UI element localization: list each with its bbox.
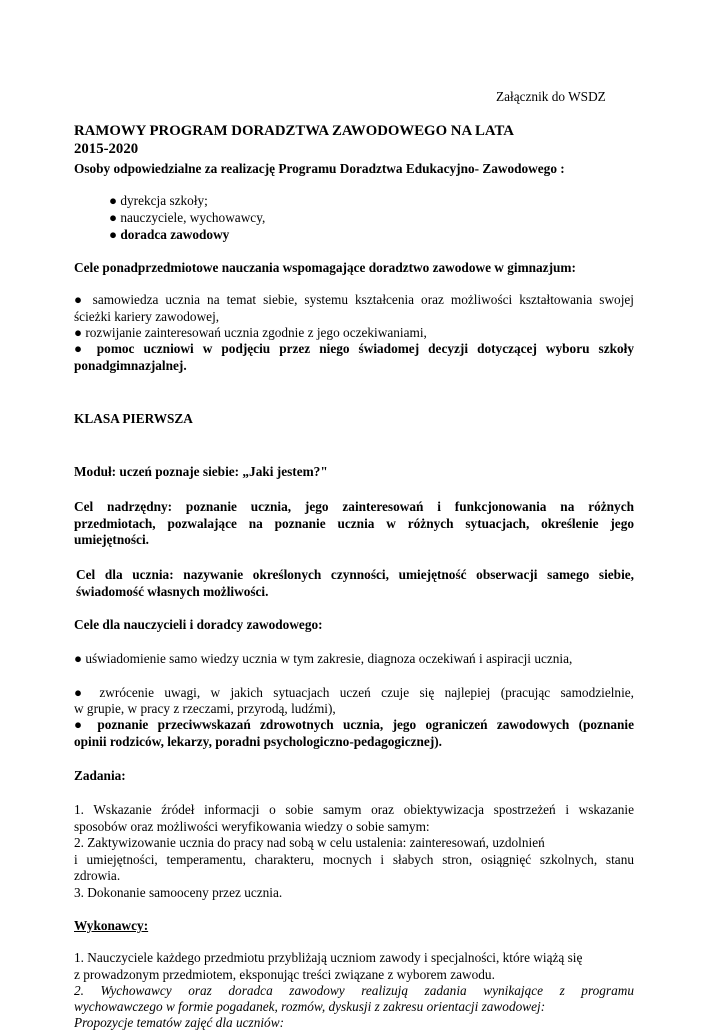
list-item: ● nauczyciele, wychowawcy, [109,210,266,225]
goals-heading: Cele ponadprzedmiotowe nauczania wspomagające doradztwo zawodowe w gimnazjum: [74,260,576,275]
responsible-heading: Osoby odpowiedzialne za realizację Programu Doradztwa Edukacyjno- Zawodowego : [74,161,565,176]
goals-line: ponadgimnazjalnej. [74,358,187,373]
executor-line: 1. Nauczyciele każdego przedmiotu przybliżają uczniom zawody i specjalności, które wiążą się [74,950,583,965]
goals-line: ● pomoc uczniowi w podjęciu przez niego świadomej decyzji dotyczącej wyboru szkoły [74,341,634,356]
executor-line: Propozycje tematów zajęć dla uczniów: [74,1015,285,1030]
goals-line: ● samowiedza ucznia na temat siebie, systemu kształcenia oraz możliwości kształtowania swojej [74,292,634,307]
student-goal-line: Cel dla ucznia: nazywanie określonych czynności, umiejętność obserwacji samego siebie, [76,567,634,582]
task-line: zdrowia. [74,868,121,883]
main-goal-line: umiejętności. [74,532,149,547]
task-line: 1. Wskazanie źródeł informacji o sobie samym oraz obiektywizacja spostrzeżeń i wskazanie [74,802,634,817]
teacher-goals-heading: Cele dla nauczycieli i doradcy zawodowego: [74,617,323,632]
executor-line: z prowadzonym przedmiotem, eksponując treści związane z wyborem zawodu. [74,967,495,982]
goals-line: ● rozwijanie zainteresowań ucznia zgodnie z jego oczekiwaniami, [74,325,427,340]
teacher-goal-line: opinii rodziców, lekarzy, poradni psychologiczno-pedagogicznej). [74,734,443,749]
main-goal-line: Cel nadrzędny: poznanie ucznia, jego zainteresowań i funkcjonowania na różnych [74,499,634,514]
goals-line: ścieżki kariery zawodowej, [74,309,220,324]
executor-line: wychowawczego w formie pogadanek, rozmów, dyskusji z zakresu orientacji zawodowej: [74,999,546,1014]
tasks-heading: Zadania: [74,768,126,783]
task-line: sposobów oraz możliwości weryfikowania wiedzy o sobie samym: [74,819,430,834]
class-title: KLASA PIERWSZA [74,411,193,426]
list-item: ● doradca zawodowy [109,227,230,242]
teacher-goal-line: w grupie, w pracy z rzeczami, przyrodą, ludźmi), [74,701,336,716]
module-title: Moduł: uczeń poznaje siebie: „Jaki jestem?" [74,464,328,479]
document-title-years: 2015-2020 [74,141,139,157]
teacher-goal-line: ● poznanie przeciwwskazań zdrowotnych ucznia, jego ograniczeń zawodowych (poznanie [74,717,634,732]
task-line: 2. Zaktywizowanie ucznia do pracy nad sobą w celu ustalenia: zainteresowań, uzdolnień [74,835,545,850]
main-goal-line: przedmiotach, pozwalające na poznanie ucznia w różnych sytuacjach, określenie jego [74,516,634,531]
document-title: RAMOWY PROGRAM DORADZTWA ZAWODOWEGO NA LATA [74,123,514,139]
executor-line: 2. Wychowawcy oraz doradca zawodowy realizują zadania wynikające z programu [74,983,634,998]
task-line: i umiejętności, temperamentu, charakteru, mocnych i słabych stron, osiągnięć szkolnych, stanu [74,852,634,867]
attachment-note: Załącznik do WSDZ [496,89,606,104]
executors-heading: Wykonawcy: [74,918,149,933]
teacher-goal-line: ● uświadomienie samo wiedzy ucznia w tym zakresie, diagnoza oczekiwań i aspiracji ucznia, [74,651,573,666]
task-line: 3. Dokonanie samooceny przez ucznia. [74,885,283,900]
teacher-goal-line: ● zwrócenie uwagi, w jakich sytuacjach uczeń czuje się najlepiej (pracując samodzielnie, [74,685,634,700]
list-item: ● dyrekcja szkoły; [109,193,208,208]
student-goal-line: świadomość własnych możliwości. [76,584,269,599]
